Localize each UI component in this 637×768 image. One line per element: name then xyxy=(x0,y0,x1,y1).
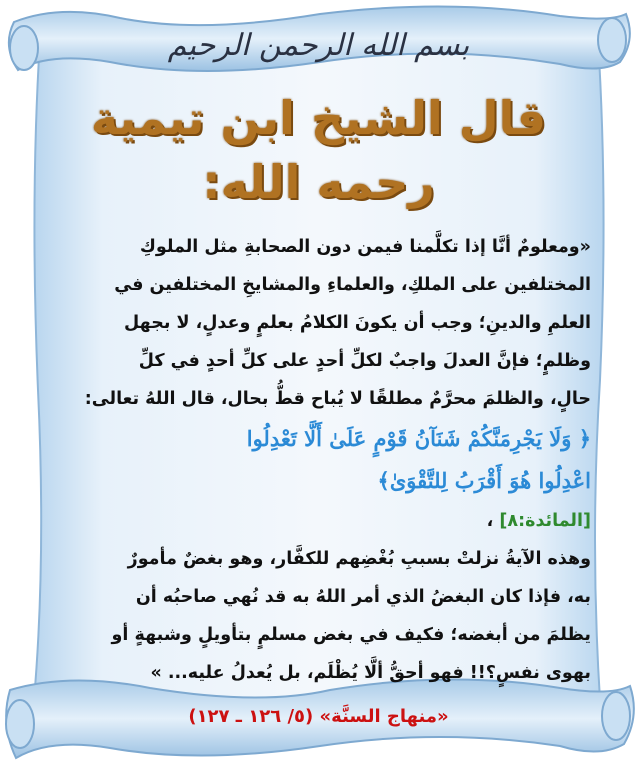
page-title xyxy=(60,86,577,214)
title-line-2: رحمه الله: xyxy=(202,155,435,209)
quote-line: وظلمٍ؛ فإنَّ العدلَ واجبٌ لكلِّ أحدٍ على كلِّ أحدٍ في كلِّ xyxy=(138,351,591,371)
quran-verse-line-2: اعْدِلُوا هُوَ أَقْرَبُ لِلتَّقْوَىٰ﴾ xyxy=(377,468,591,493)
quote-line: به، فإذا كان البغضُ الذي أمر اللهُ به قد نُهي صاحبُه أن xyxy=(135,587,591,607)
verse-reference: [المائدة:٨] xyxy=(499,511,591,531)
quote-line: العلمِ والدينِ؛ وجب أن يكونَ الكلامُ بعلمٍ وعدلٍ، لا بجهل xyxy=(124,313,591,333)
basmala-calligraphy: بسم الله الرحمن الرحيم xyxy=(167,28,470,63)
quote-line: «ومعلومٌ أنَّا إذا تكلَّمنا فيمن دون الصحابةِ مثل الملوكِ xyxy=(139,237,591,257)
verse-reference-comma: ، xyxy=(486,511,494,531)
quran-verse-line-1: ﴿ وَلَا يَجْرِمَنَّكُمْ شَنَآنُ قَوْمٍ عَلَىٰ أَلَّا تَعْدِلُوا xyxy=(246,426,591,451)
quote-line: يظلمَ من أبغضه؛ فكيف في بغض مسلمٍ بتأويلٍ وشبهةٍ أو xyxy=(111,625,591,645)
quote-line: المختلفين على الملكِ، والعلماءِ والمشايخِ المختلفين في xyxy=(114,275,591,295)
title-line-1: قال الشيخ ابن تيمية xyxy=(90,91,547,145)
quote-line: بهوى نفسٍ؟!! فهو أحقُّ ألَّا يُظْلَم، بل يُعدلُ عليه... » xyxy=(150,663,591,683)
source-citation: «منهاج السنَّة» (٥/ ١٢٦ ـ ١٢٧) xyxy=(188,706,449,727)
verse-reference-line xyxy=(48,502,591,540)
quote-body xyxy=(48,228,591,692)
quote-line: حالٍ، والظلمَ محرَّمٌ مطلقًا لا يُباح قطُّ بحال، قال اللهُ تعالى: xyxy=(84,389,591,409)
quote-line: وهذه الآيةُ نزلتْ بسببِ بُغْضِهم للكفَّار، وهو بغضٌ مأمورٌ xyxy=(127,549,591,569)
